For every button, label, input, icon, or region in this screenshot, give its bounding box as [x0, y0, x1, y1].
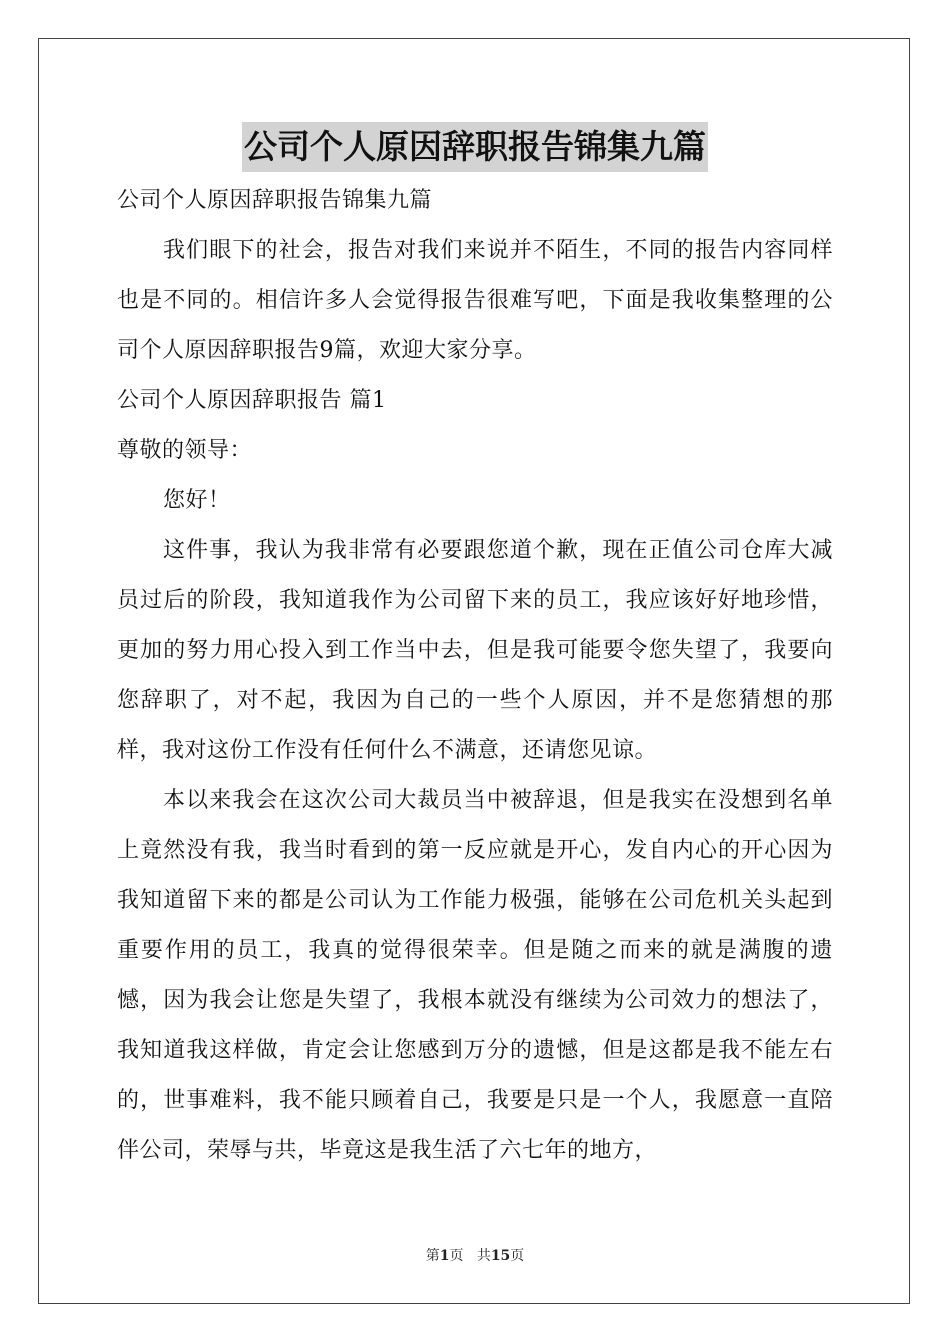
paragraph: 公司个人原因辞职报告锦集九篇	[117, 188, 433, 213]
paragraph: 我们眼下的社会，报告对我们来说并不陌生，不同的报告内容同样也是不同的。相信许多人会觉得报告很难写吧，下面是我收集整理的公司个人原因辞职报告9篇，欢迎大家分享。	[117, 238, 833, 363]
greeting: 您好！	[163, 488, 231, 513]
total-pages-number: 15	[490, 1248, 511, 1264]
salutation: 尊敬的领导：	[117, 438, 253, 463]
footer-page-word: 页	[449, 1248, 464, 1264]
paragraph: 本以来我会在这次公司大裁员当中被辞退，但是我实在没想到名单上竟然没有我，我当时看到的第一反应就是开心，发自内心的开心因为我知道留下来的都是公司认为工作能力极强，能够在公司危机关头起到重要作用的员工，我真的觉得很荣幸。但是随之而来的就是满腹的遗憾，因为我会让您是失望了，我根本就没有继续为公司效力的想法了，我知道我这样做，肯定会让您感到万分的遗憾，但是这都是我不能左右的，世事难料，我不能只顾着自己，我要是只是一个人，我愿意一直陪伴公司，荣辱与共，毕竟这是我生活了六七年的地方，	[117, 788, 833, 1163]
document-body	[117, 176, 833, 1176]
section-heading: 公司个人原因辞职报告 篇1	[117, 388, 387, 413]
footer-prefix: 第	[425, 1248, 440, 1264]
document-title: 公司个人原因辞职报告锦集九篇	[242, 122, 708, 172]
title-container	[0, 122, 950, 172]
page-footer	[0, 1246, 950, 1266]
paragraph: 这件事，我认为我非常有必要跟您道个歉，现在正值公司仓库大减员过后的阶段，我知道我作为公司留下来的员工，我应该好好地珍惜，更加的努力用心投入到工作当中去，但是我可能要令您失望了，我要向您辞职了，对不起，我因为自己的一些个人原因，并不是您猜想的那样，我对这份工作没有任何什么不满意，还请您见谅。	[117, 538, 833, 763]
footer-total-suffix: 页	[510, 1248, 525, 1264]
footer-total-prefix: 共	[476, 1248, 491, 1264]
current-page-number: 1	[439, 1248, 450, 1264]
